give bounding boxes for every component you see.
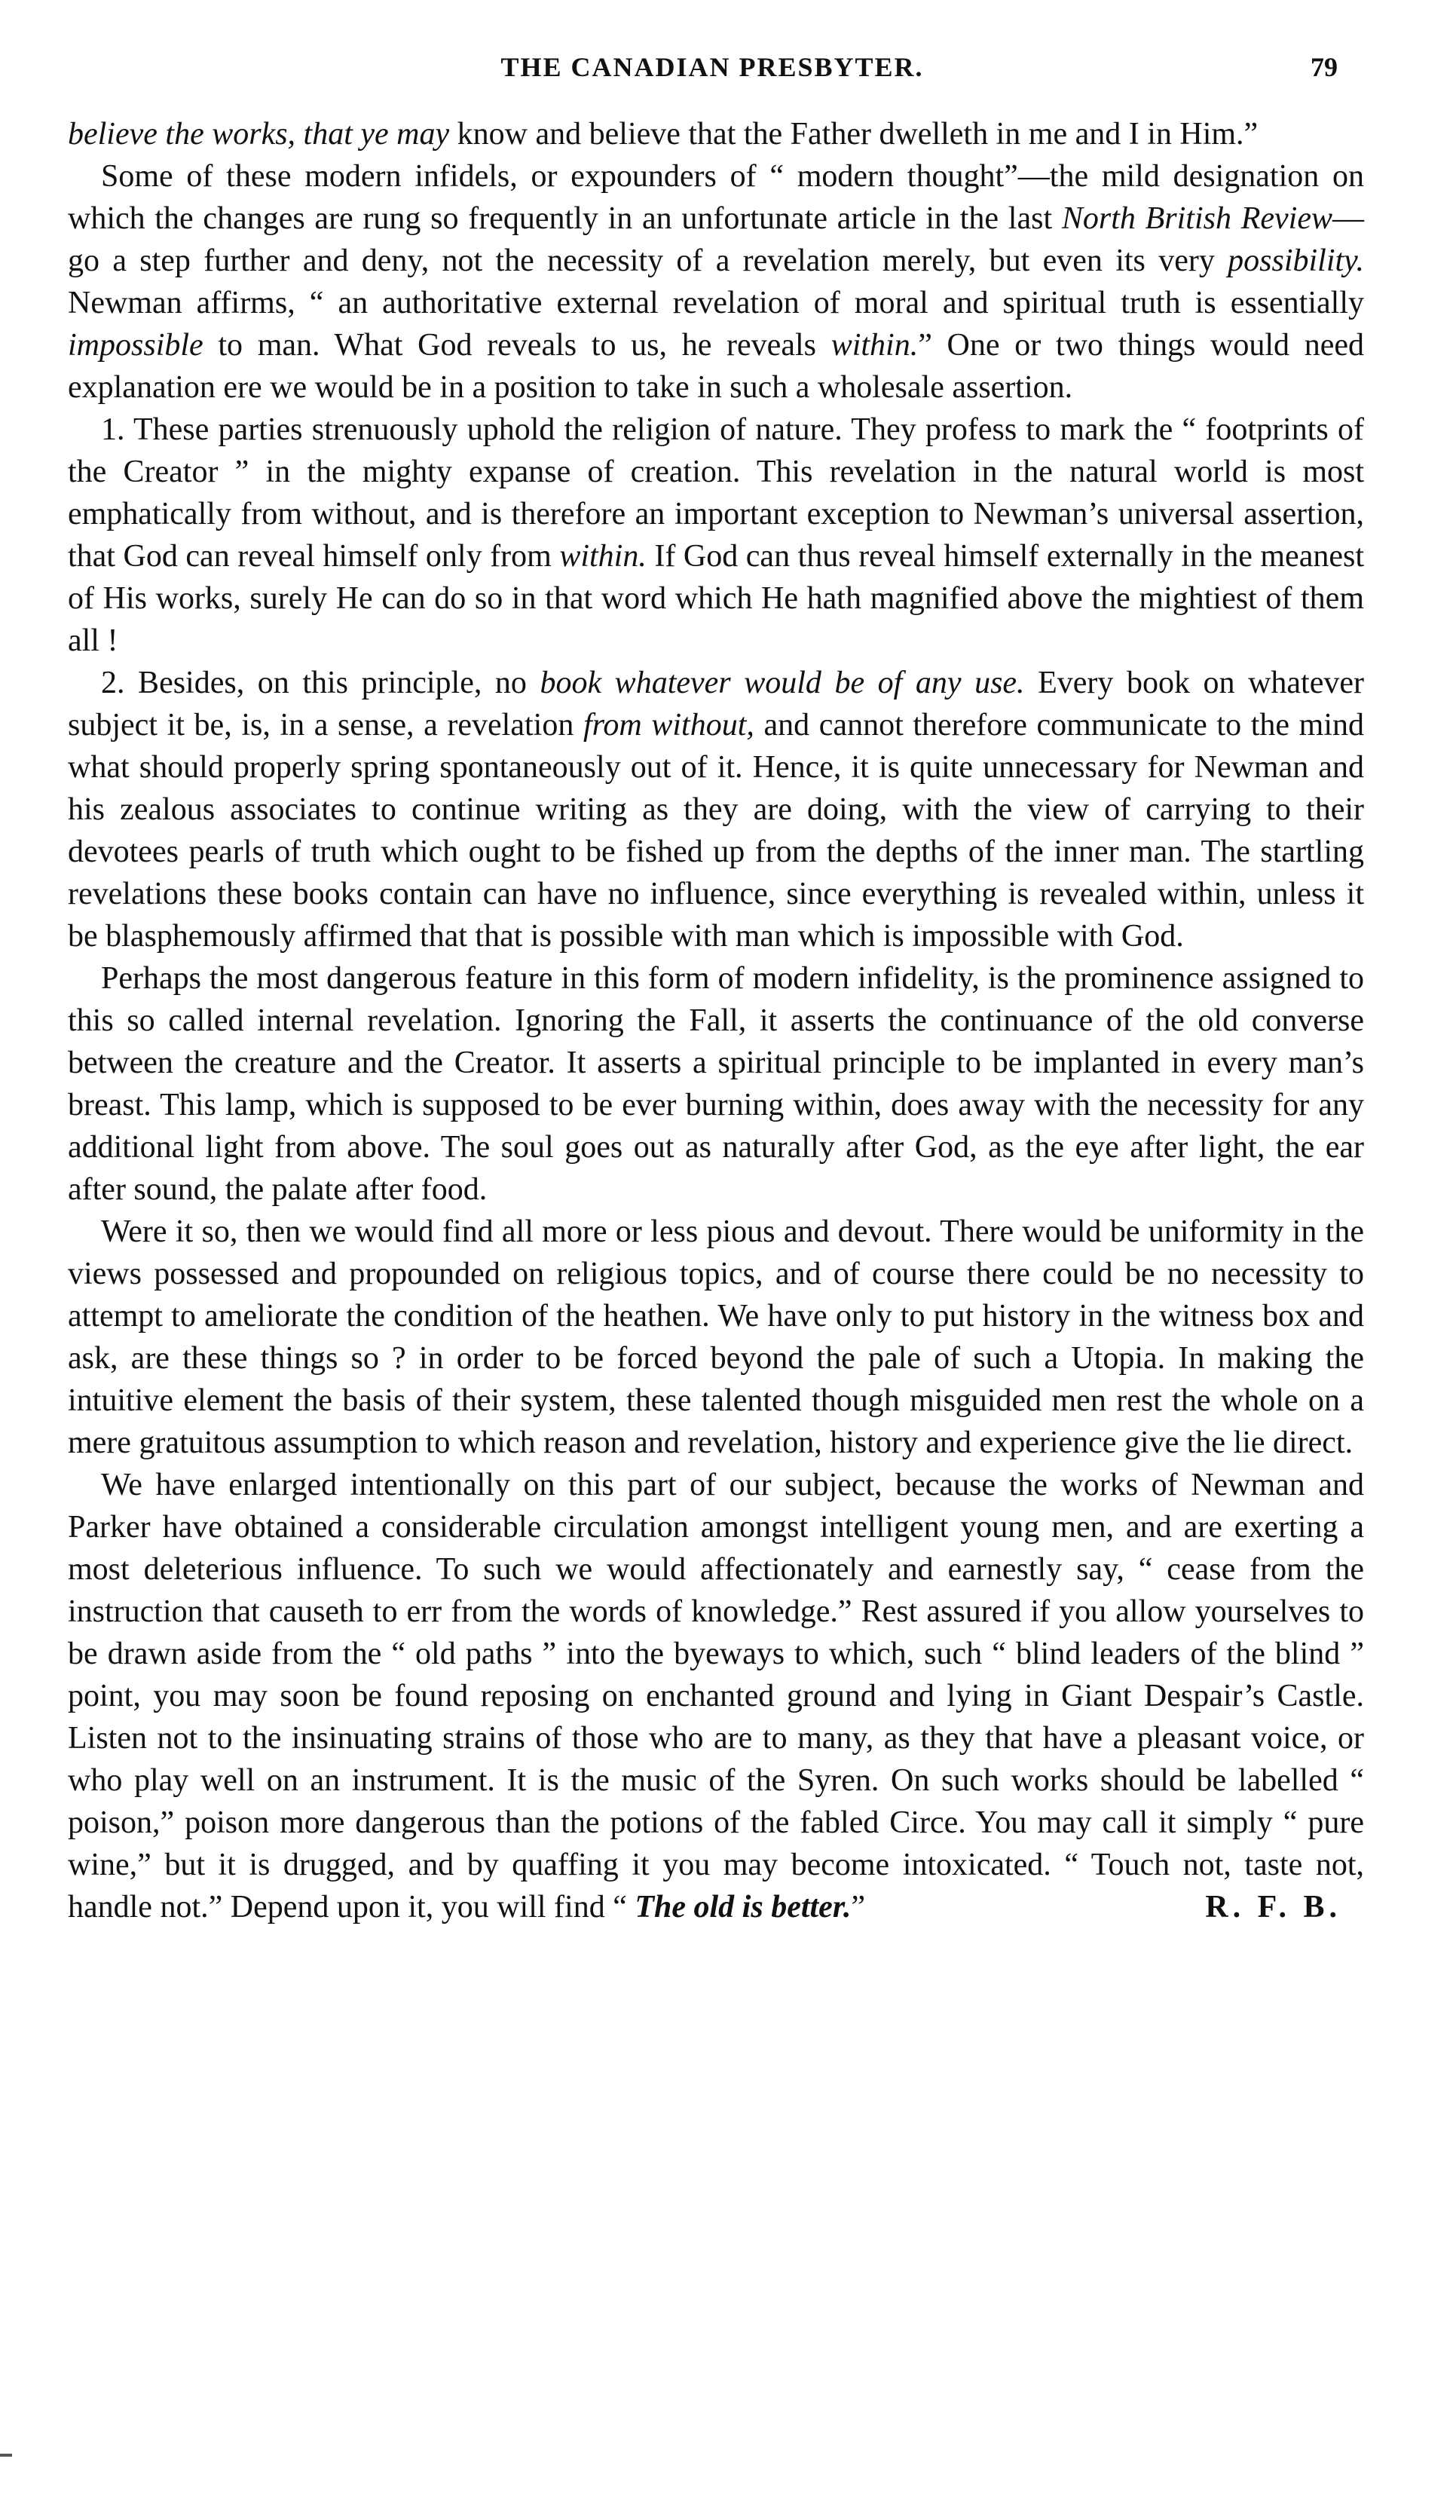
paragraph-7 — [68, 1464, 1364, 1928]
text-segment: Newman affirms, “ an authoritative external revelation of moral and spiritual truth is essentially — [68, 286, 1364, 320]
paragraph-4 — [68, 662, 1364, 957]
text-segment: We have enlarged intentionally on this part of our subject, because the works of Newman and Parker have obtained a considerable circulation amongst intelligent young men, and are exerting a most deleterious influence. To such we would affectionately and earnestly say, “ cease from the instruction that causeth to err from the words of knowledge.” Rest assured if you allow yourselves to be drawn aside from the “ old paths ” into the byeways to which, such “ blind leaders of the blind ” point, you may soon be found reposing on enchanted ground and lying in Giant Despair’s Castle. Listen not to the insinuating strains of those who are to many, as they that have a pleasant voice, or who play well on an instrument. It is the music of the Syren. On such works should be labelled “ poison,” poison more dangerous than the potions of the fabled Circe. You may call it simply “ pure wine,” but it is drugged, and by quaffing it you may become intoxicated. “ Touch not, taste not, handle not.” Depend upon it, you will find “ — [68, 1468, 1364, 1924]
paragraph-1 — [68, 113, 1364, 155]
paragraph-2 — [68, 155, 1364, 409]
text-segment: 1. These parties strenuously uphold the religion of nature. They profess to mark the “ footprints of the Creator ” in the mighty expanse of creation. This revelation in the natural world is most emphatically from without, and is therefore an important exception to Newman’s universal assertion, that God can reveal himself only from — [68, 412, 1364, 574]
signature-row — [68, 1886, 1364, 1928]
paragraph-3 — [68, 409, 1364, 662]
text-segment: 2. Besides, on this principle, no — [101, 666, 540, 700]
text-segment: within. — [830, 328, 919, 363]
text-segment: know and believe that the Father dwelleth in me and I in Him.” — [449, 117, 1259, 152]
margin-mark — [0, 2454, 12, 2457]
running-title: THE CANADIAN PRESBYTER. — [500, 52, 924, 82]
text-segment: Perhaps the most dangerous feature in this form of modern infidelity, is the prominence assigned to this so called internal revelation. Ignoring the Fall, it asserts the continuance of the old converse between the creature and the Creator. It asserts a spiritual principle to be implanted in every man’s breast. This lamp, which is supposed to be ever burning within, does away with the necessity for any additional light from above. The soul goes out as naturally after God, as the eye after light, the ear after sound, the palate after food. — [68, 961, 1364, 1207]
text-segment: Were it so, then we would find all more or less pious and devout. There would be uniformity in the views possessed and propounded on religious topics, and of course there could be no necessity to attempt to ameliorate the condition of the heathen. We have only to put history in the witness box and ask, are these things so ? in order to be forced beyond the pale of such a Utopia. In making the intuitive element the basis of their system, these talented though misguided men rest the whole on a mere gratuitous assumption to which reason and revelation, history and experience give the lie direct. — [68, 1214, 1364, 1460]
text-segment: ” — [851, 1890, 866, 1924]
text-segment: within. — [559, 539, 647, 574]
author-signature: R. F. B. — [1205, 1890, 1341, 1924]
text-segment: Every book on whatever subject it be, is, in a sense, a revelation — [68, 666, 1364, 743]
text-segment: —go a step further and deny, not the necessity of a revelation merely, but even its very — [68, 201, 1364, 278]
page-number: 79 — [1311, 52, 1338, 82]
running-head — [72, 51, 1353, 96]
text-segment: The old is better. — [635, 1890, 852, 1924]
text-segment: to man. What God reveals to us, he reveals — [203, 328, 831, 363]
text-segment: and cannot therefore communicate to the mind what should properly spring spontaneously out of it. Hence, it is quite unnecessary for Newman and his zealous associates to continue writing as they are doing, with the view of carrying to their devotees pearls of truth which ought to be fished up from the depths of the inner man. The startling revelations these books contain can have no influence, since everything is revealed within, unless it be blasphemously affirmed that that is possible with man which is impossible with God. — [68, 708, 1364, 954]
text-segment: from without, — [583, 708, 754, 743]
article-body — [68, 113, 1364, 1928]
text-segment: impossible — [68, 328, 203, 363]
paragraph-5 — [68, 957, 1364, 1211]
text-segment: If God can thus reveal himself externally in the meanest of His works, surely He can do so in that word which He hath magnified above the mightiest of them all ! — [68, 539, 1364, 658]
text-segment: possibility. — [1228, 243, 1364, 278]
text-segment: Some of these modern infidels, or expounders of “ modern thought”—the mild designation on which the changes are rung so frequently in an unfortunate article in the last — [68, 159, 1364, 236]
text-segment: book whatever would be of any use. — [540, 666, 1025, 700]
text-segment: ” One or two things would need explanation ere we would be in a position to take in such a wholesale assertion. — [68, 328, 1364, 405]
text-segment: believe the works, that ye may — [68, 117, 450, 152]
text-segment: North British Review — [1061, 201, 1332, 236]
paragraph-6 — [68, 1211, 1364, 1464]
